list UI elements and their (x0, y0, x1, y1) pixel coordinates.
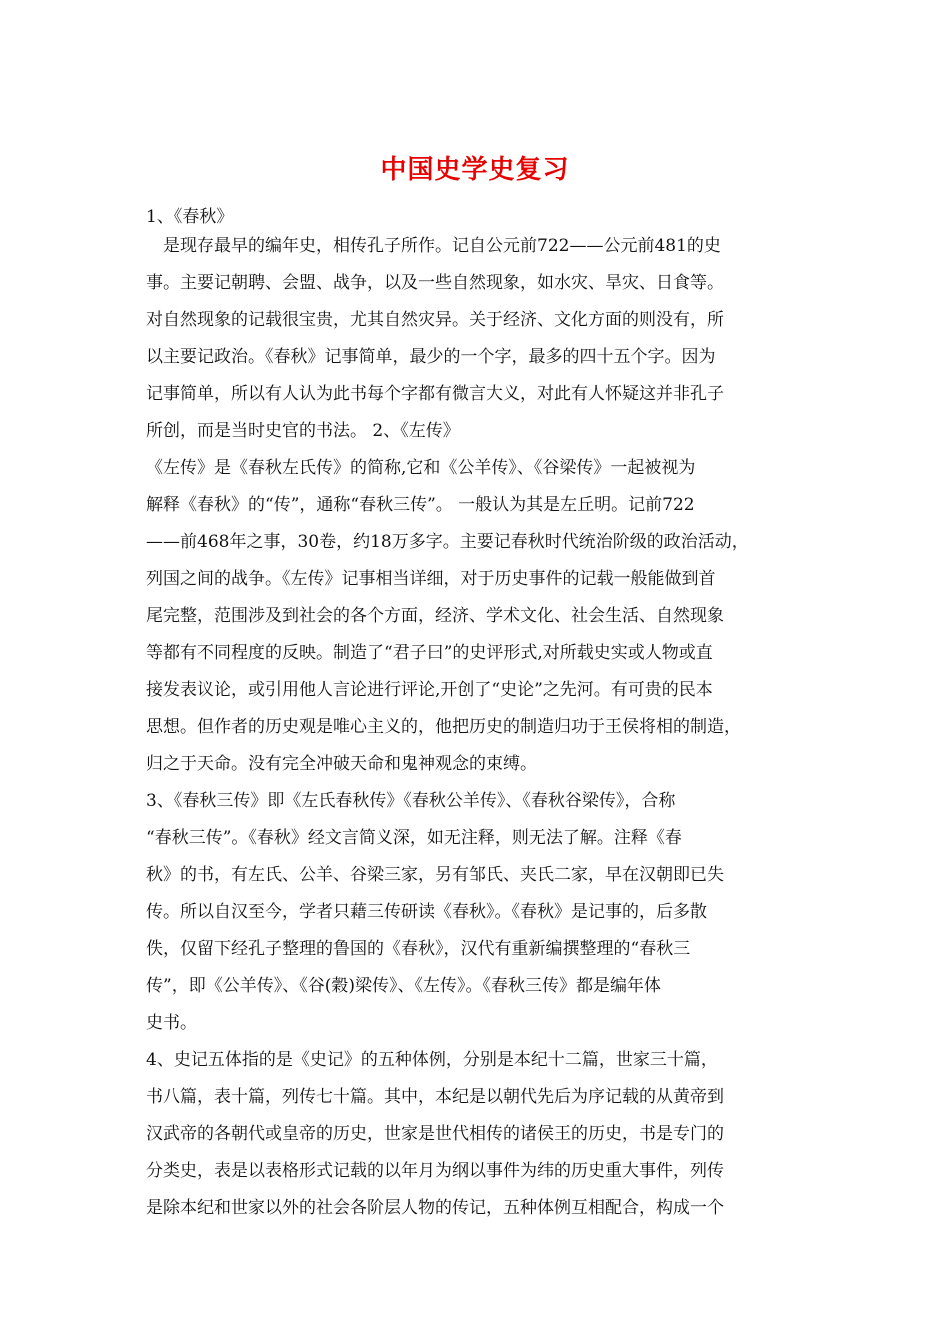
text-line: 是现存最早的编年史，相传孔子所作。记自公元前722——公元前481的史 (146, 236, 721, 256)
text-line: 史书。 (146, 1013, 197, 1033)
text-line: 接发表议论，或引用他人言论进行评论,开创了“史论”之先河。有可贵的民本 (146, 680, 713, 700)
text-line: “春秋三传”。《春秋》经文言简义深，如无注释，则无法了解。注释《春 (146, 828, 682, 848)
text-line: 思想。但作者的历史观是唯心主义的，他把历史的制造归功于王侯将相的制造， (146, 717, 741, 737)
text-line: 汉武帝的各朝代或皇帝的历史，世家是世代相传的诸侯王的历史，书是专门的 (146, 1124, 724, 1144)
text-line: 尾完整，范围涉及到社会的各个方面，经济、学术文化、社会生活、自然现象 (146, 606, 724, 626)
text-line: 等都有不同程度的反映。制造了“君子曰”的史评形式,对所载史实或人物或直 (146, 643, 713, 663)
text-line: 所创，而是当时史官的书法。 2、《左传》 (146, 421, 460, 441)
text-line: 4、史记五体指的是《史记》的五种体例，分别是本纪十二篇，世家三十篇， (146, 1050, 718, 1070)
text-line: 以主要记政治。《春秋》记事简单，最少的一个字，最多的四十五个字。因为 (146, 347, 716, 367)
document-title: 中国史学史复习 (380, 155, 570, 185)
text-line: 书八篇，表十篇，列传七十篇。其中，本纪是以朝代先后为序记载的从黄帝到 (146, 1087, 724, 1107)
text-line: 对自然现象的记载很宝贵，尤其自然灾异。关于经济、文化方面的则没有，所 (146, 310, 724, 330)
text-line: ——前468年之事，30卷，约18万多字。主要记春秋时代统治阶级的政治活动， (146, 532, 749, 552)
text-line: 事。主要记朝聘、会盟、战争，以及一些自然现象，如水灾、旱灾、日食等。 (146, 273, 724, 293)
text-line: 分类史，表是以表格形式记载的以年月为纲以事件为纬的历史重大事件，列传 (146, 1161, 724, 1181)
text-line: 记事简单，所以有人认为此书每个字都有微言大义，对此有人怀疑这并非孔子 (146, 384, 724, 404)
text-line: 《左传》是《春秋左氏传》的简称,它和《公羊传》、《谷梁传》一起被视为 (146, 458, 696, 478)
text-line: 佚，仅留下经孔子整理的鲁国的《春秋》，汉代有重新编撰整理的“春秋三 (146, 939, 691, 959)
text-line: 1、《春秋》 (146, 207, 234, 227)
text-line: 列国之间的战争。《左传》记事相当详细，对于历史事件的记载一般能做到首 (146, 569, 716, 589)
text-line: 传。所以自汉至今，学者只藉三传研读《春秋》。《春秋》是记事的，后多散 (146, 902, 707, 922)
text-line: 秋》的书，有左氏、公羊、谷梁三家，另有邹氏、夹氏二家，早在汉朝即已失 (146, 865, 724, 885)
text-line: 归之于天命。没有完全冲破天命和鬼神观念的束缚。 (146, 754, 537, 774)
text-line: 是除本纪和世家以外的社会各阶层人物的传记，五种体例互相配合，构成一个 (146, 1198, 724, 1218)
text-line: 3、《春秋三传》即《左氏春秋传》《春秋公羊传》、《春秋谷梁传》，合称 (146, 791, 676, 811)
text-line: 解释《春秋》的“传”，通称“春秋三传”。 一般认为其是左丘明。记前722 (146, 495, 695, 515)
text-line: 传”，即《公羊传》、《谷(穀)梁传》、《左传》。《春秋三传》都是编年体 (146, 976, 661, 996)
